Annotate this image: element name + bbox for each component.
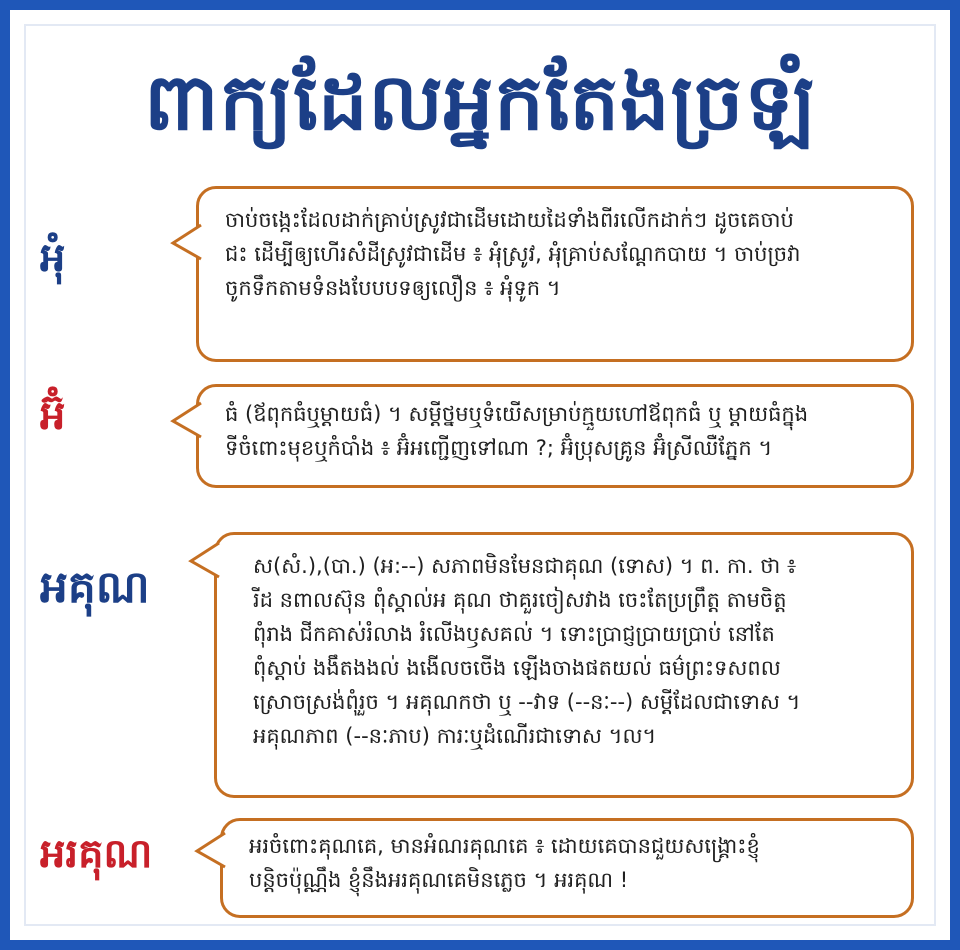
definition-line: ជះ ដើម្បីឲ្យហើរសំដីស្រូវជាដើម ៖ អុំស្រូវ, អុំគ្រាប់សណ្តែកបាយ ។ ចាប់ច្រវា [225, 242, 801, 266]
bubble-tail [187, 541, 221, 581]
definition-line: រីដ នពាលស៊ុន ពុំស្គាល់អ គុណ ថាគួរចៀសវាង ចេះតែប្រព្រឹត្ត តាមចិត្ត [253, 588, 787, 612]
page-title: ពាក្យដែលអ្នកតែងច្រឡំ [144, 58, 816, 148]
definition-bubble-akun [214, 532, 914, 798]
term-akun: អគុណ [40, 562, 150, 613]
bubble-tail [169, 401, 203, 441]
definition-line: ពុំស្តាប់ ងងឹតងងល់ ងងើលចចើង ឡើងចាងផតយល់ ធម៌ព្រះទសពល [253, 656, 781, 680]
definition-line: ស(សំ.),(បា.) (អ:--) សភាពមិនមែនជាគុណ (ទោស) ។ ព. កា. ថា ៖ [253, 554, 797, 578]
definition-line: ចូកទឹកតាមទំនងបែបបទឲ្យលឿន ៖ អុំទូក ។ [225, 276, 561, 300]
definition-bubble-om [196, 186, 914, 362]
definition-bubble-orkun [220, 818, 914, 918]
bubble-tail [169, 223, 203, 263]
definition-bubble-um [196, 384, 914, 488]
definition-line: ទីចំពោះមុខឬកំបាំង ៖ អ៊ំអញ្ជើញទៅណា ?; អ៊ំប្រុសគ្រូន អ៊ំស្រីឈឺភ្នែក ។ [225, 436, 773, 460]
term-om: អុំ [40, 235, 66, 281]
definition-line: អរចំពោះគុណគេ, មានអំណរគុណគេ ៖ ដោយគេបានជួយសង្គ្រោះខ្ញុំ [249, 834, 760, 858]
term-um: អ៊ំ [40, 393, 66, 439]
term-orkun: អរគុណ [40, 831, 153, 877]
definition-line: បន្តិចប៉ុណ្ណឹង ខ្ញុំនឹងអរគុណគេមិនភ្លេច ។ អរគុណ ! [249, 868, 629, 892]
definition-line: ពុំរាង ជីកគាស់រំលាង រំលើងឫសគល់ ។ ទោះប្រាជ្ញប្រាយប្រាប់ នៅតែ [253, 622, 775, 646]
definition-line: ស្រោចស្រង់ពុំរួច ។ អគុណកថា ឬ --វាទ (--នៈ--) សម្តីដែលជាទោស ។ [253, 690, 801, 714]
definition-line: អគុណភាព (--នៈភាប) ការៈឬដំណើរជាទោស ។ល។ [253, 724, 657, 748]
bubble-tail [193, 831, 227, 871]
definition-line: ធំ (ឪពុកធំឬម្តាយធំ) ។ សម្តីថ្នមឬទំយើសម្រាប់ក្មួយហៅឪពុកធំ ឬ ម្តាយធំក្នុង [225, 402, 809, 426]
definition-line: ចាប់ចង្កេះដែលដាក់គ្រាប់ស្រូវជាដើមដោយដៃទាំងពីរលើកដាក់ៗ ដូចគេចាប់ [225, 208, 794, 232]
